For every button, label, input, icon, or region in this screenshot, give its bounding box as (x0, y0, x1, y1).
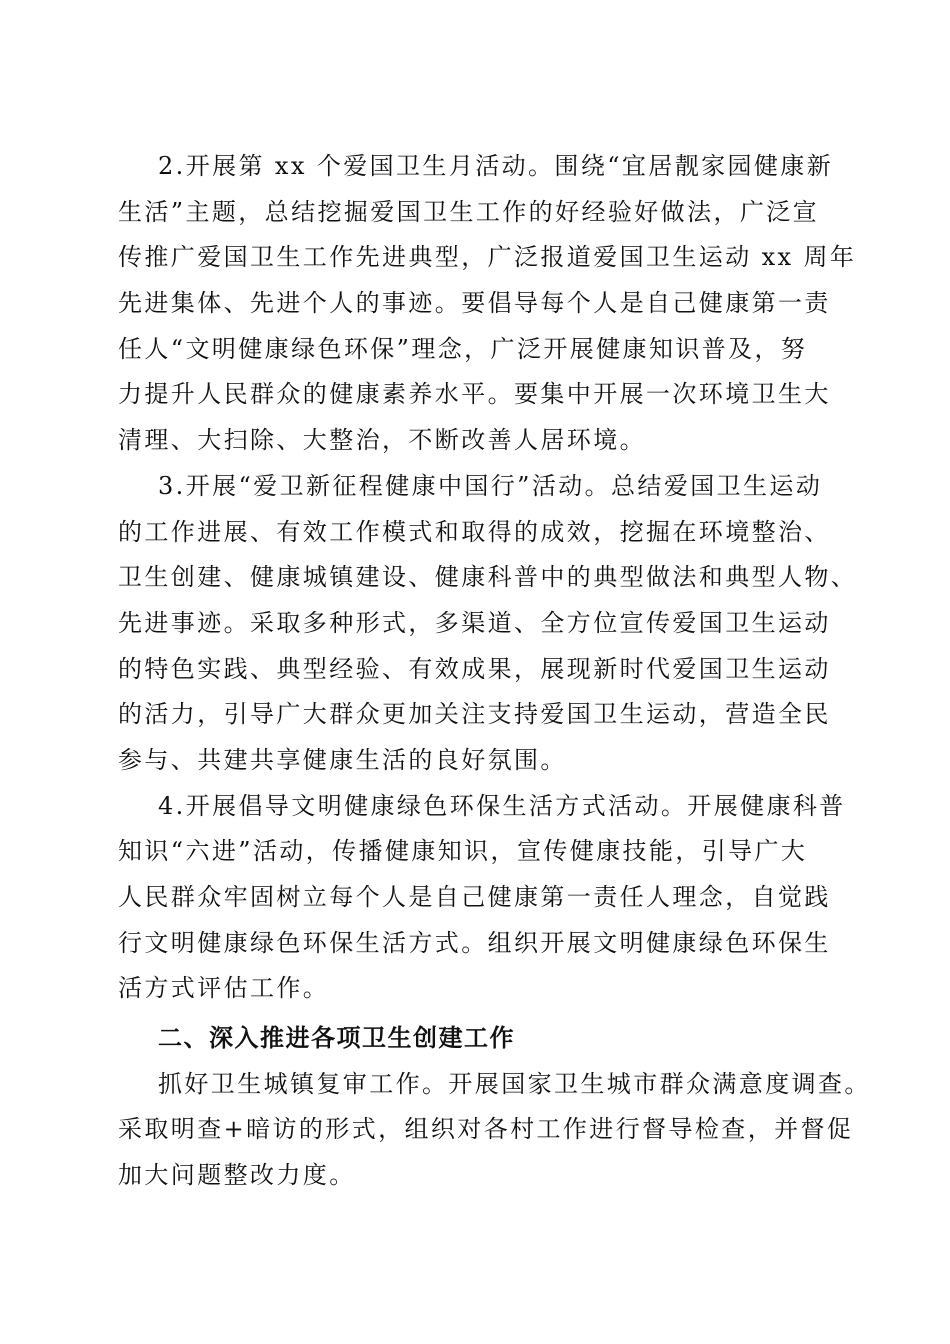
section-heading: 二、深入推进各项卫生创建工作 (158, 1024, 515, 1053)
text-line: 加大问题整改力度。 (118, 1161, 356, 1190)
text-line: 参与、共建共享健康生活的良好氛围。 (118, 745, 567, 774)
text-line: 的工作进展、有效工作模式和取得的成效，挖掘在环境整治、 (118, 517, 831, 546)
text-line: 先进集体、先进个人的事迹。要倡导每个人是自己健康第一责 (118, 289, 831, 318)
text-line: 抓好卫生城镇复审工作。开展国家卫生城市群众满意度调查。 (158, 1069, 871, 1098)
text-line: 4.开展倡导文明健康绿色环保生活方式活动。开展健康科普 (158, 791, 846, 820)
text-line: 人民群众牢固树立每个人是自己健康第一责任人理念，自觉践 (118, 883, 831, 911)
paragraph-item-2 (118, 144, 857, 464)
text-line: 生活”主题，总结挖掘爱国卫生工作的好经验好做法，广泛宣 (118, 197, 820, 226)
text-line: 清理、大扫除、大整治，不断改善人居环境。 (118, 426, 646, 455)
text-line: 2.开展第 xx 个爱国卫生月活动。围绕“宜居靓家园健康新 (158, 152, 834, 180)
paragraph-section-2 (118, 1062, 871, 1199)
text-line: 的特色实践、典型经验、有效成果，展现新时代爱国卫生运动 (118, 654, 831, 683)
text-line: 力提升人民群众的健康素养水平。要集中开展一次环境卫生大 (118, 380, 831, 409)
text-line: 活方式评估工作。 (118, 974, 330, 1003)
paragraph-item-4 (118, 784, 846, 1012)
text-line: 任人“文明健康绿色环保”理念，广泛开展健康知识普及，努 (118, 334, 808, 363)
text-line: 传推广爱国卫生工作先进典型，广泛报道爱国卫生运动 xx 周年 (118, 243, 857, 272)
text-line: 的活力，引导广大群众更加关注支持爱国卫生运动，营造全民 (118, 700, 831, 729)
paragraph-item-3 (118, 464, 858, 784)
text-line: 3.开展“爱卫新征程健康中国行”活动。总结爱国卫生运动 (158, 471, 823, 500)
document-body (118, 144, 871, 1199)
text-line: 先进事迹。采取多种形式，多渠道、全方位宣传爱国卫生运动 (118, 608, 831, 637)
text-line: 卫生创建、健康城镇建设、健康科普中的典型做法和典型人物、 (118, 563, 858, 592)
text-line: 采取明查+暗访的形式，组织对各村工作进行督导检查，并督促 (118, 1115, 854, 1144)
text-line: 知识“六进”活动，传播健康知识，宣传健康技能，引导广大 (118, 837, 808, 866)
text-line: 行文明健康绿色环保生活方式。组织开展文明健康绿色环保生 (118, 928, 831, 957)
